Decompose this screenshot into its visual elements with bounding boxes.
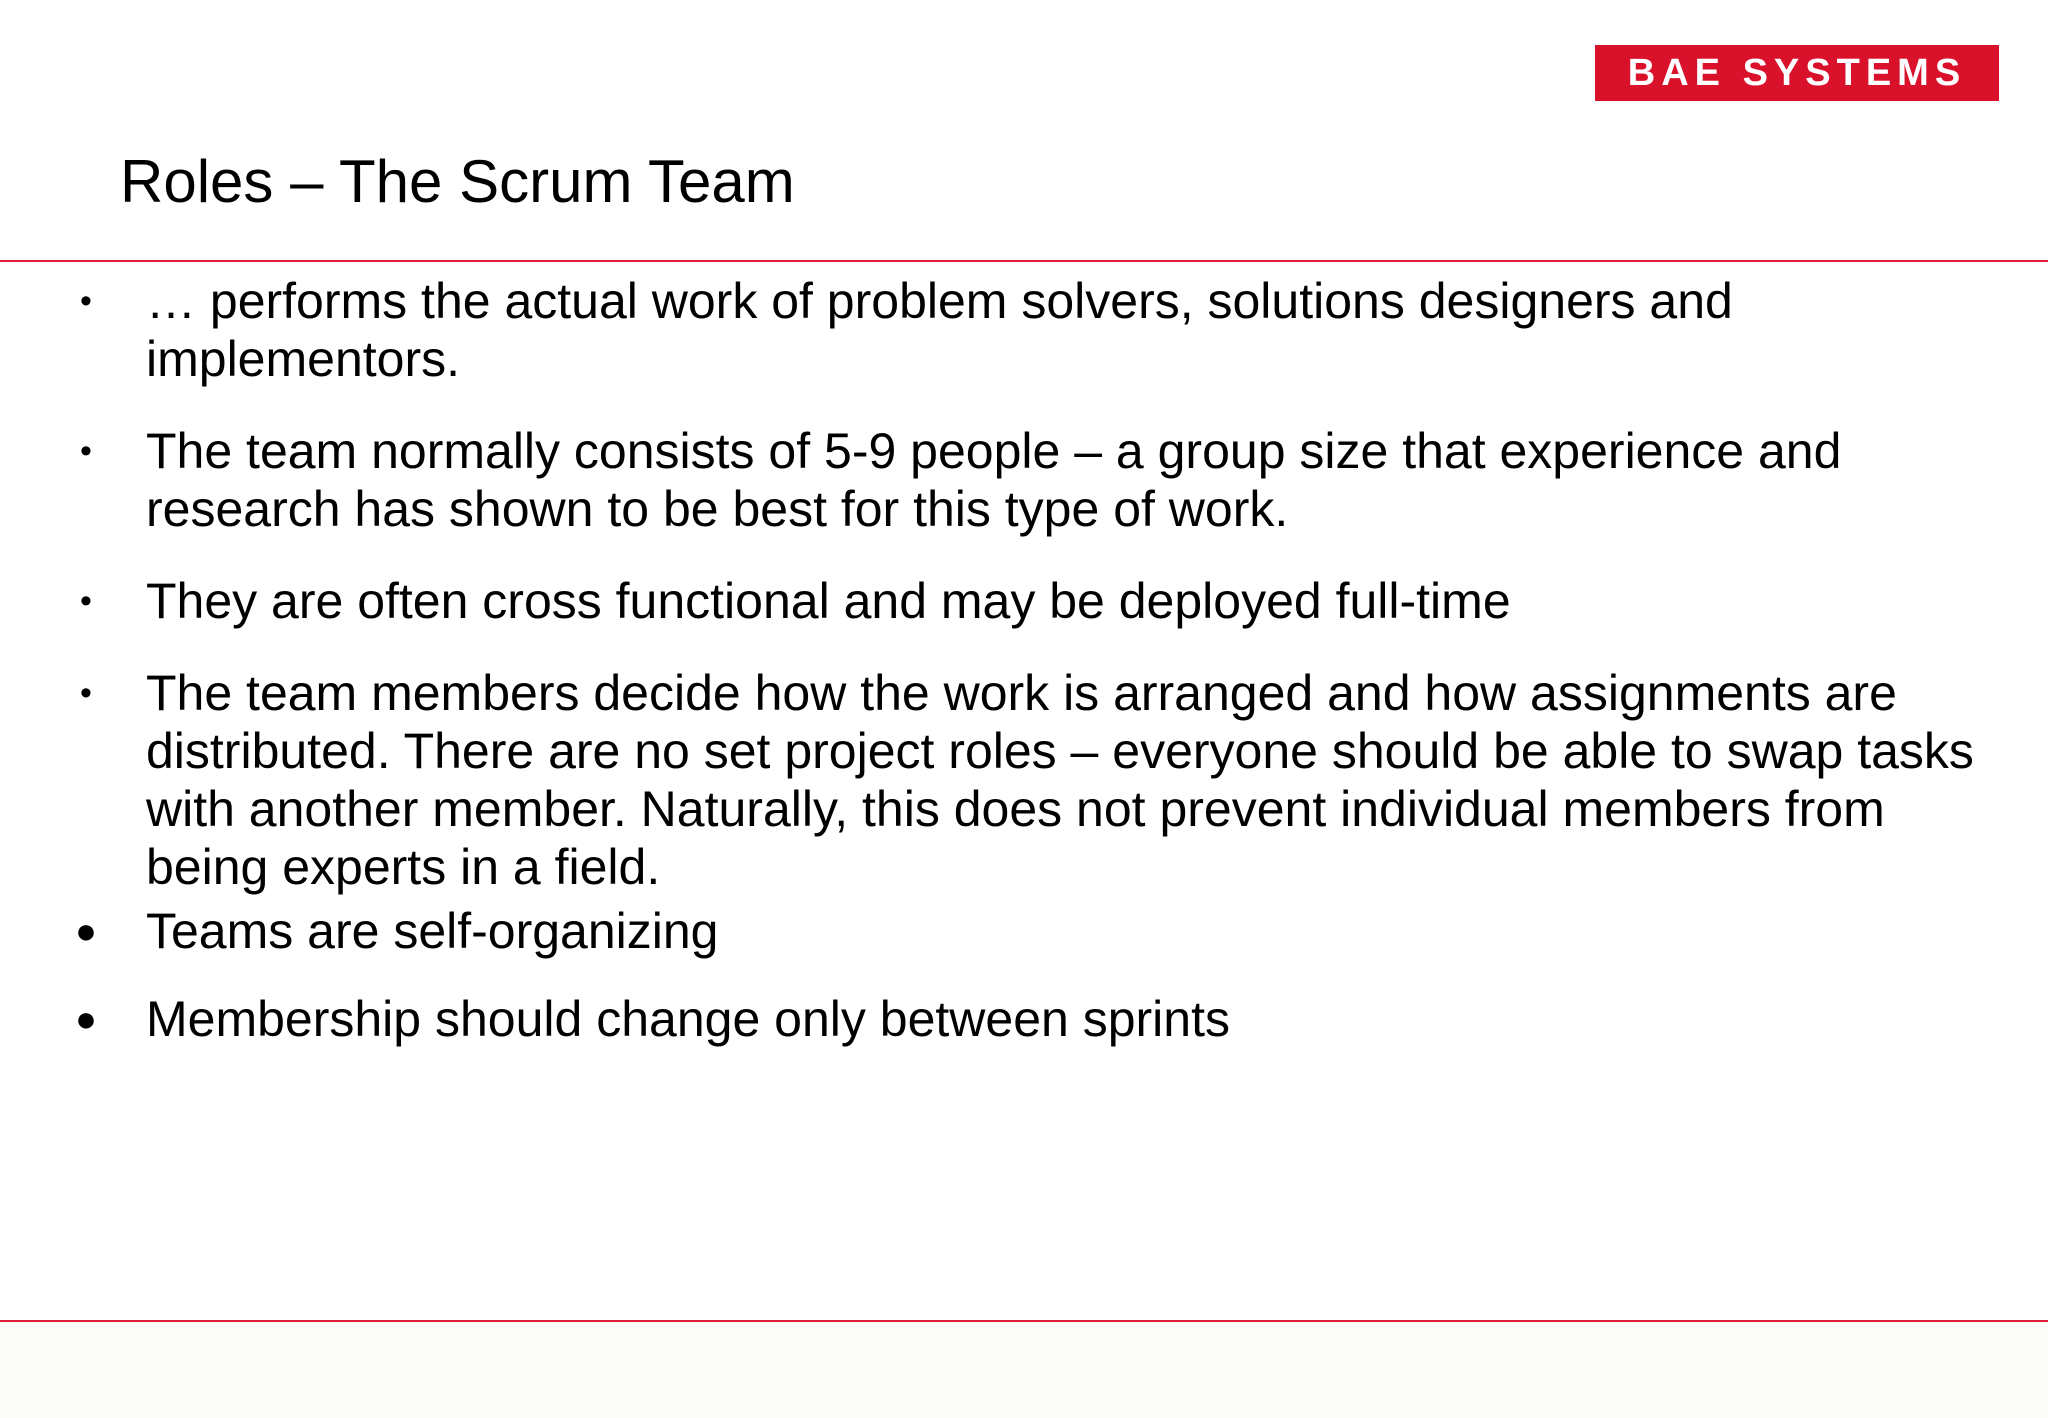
bullet-item [0, 272, 2048, 388]
bullet-text: The team members decide how the work is arranged and how assignments are distributed. There are no set project roles – everyone should be able to swap tasks with another member. Naturally, this does not prevent individual members from being experts in a field. [146, 665, 1974, 895]
bullet-item [0, 422, 2048, 538]
bae-systems-logo: BAE SYSTEMS [1595, 45, 1999, 101]
bullet-item [0, 664, 2048, 896]
bullet-text: Membership should change only between sprints [146, 991, 1230, 1047]
round-bullet-icon: ● [75, 998, 97, 1039]
bullet-item [0, 990, 2048, 1048]
bullet-icon: • [80, 282, 92, 320]
bullet-text: … performs the actual work of problem solvers, solutions designers and implementors. [146, 273, 1733, 387]
footer-divider [0, 1320, 2048, 1322]
title-divider [0, 260, 2048, 262]
bullet-item [0, 572, 2048, 630]
bullet-icon: • [80, 432, 92, 470]
round-bullet-icon: ● [75, 910, 97, 951]
bullet-list [0, 272, 2048, 1082]
bullet-text: Teams are self-organizing [146, 903, 719, 959]
bullet-text: The team normally consists of 5-9 people – a group size that experience and research has shown to be best for this type of work. [146, 423, 1842, 537]
bullet-text: They are often cross functional and may be deployed full-time [146, 573, 1511, 629]
footer-band [0, 1322, 2048, 1418]
bullet-item [0, 902, 2048, 960]
bullet-icon: • [80, 582, 92, 620]
bullet-icon: • [80, 674, 92, 712]
slide-title: Roles – The Scrum Team [120, 148, 795, 215]
